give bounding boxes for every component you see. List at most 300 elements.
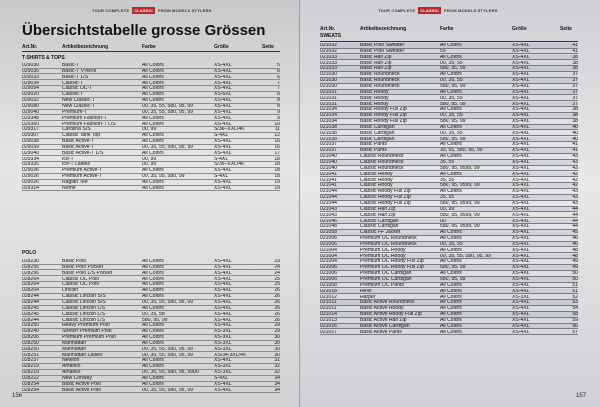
table-row	[22, 168, 280, 174]
cell-artnr: 021006	[320, 271, 337, 277]
cell-size: XS-4XL	[214, 185, 232, 191]
cell-page: 16	[274, 144, 280, 150]
cell-name: Nome	[62, 185, 76, 191]
table-row	[320, 224, 578, 230]
cell-color: 580, 95, 99	[440, 136, 466, 142]
cell-artnr: 029026	[22, 180, 39, 185]
cell-size: XS-4XL	[512, 323, 530, 329]
table-row	[22, 122, 280, 128]
table-row	[22, 98, 280, 104]
cell-artnr: 028219	[22, 364, 39, 370]
cell-size: XS-4XL	[512, 54, 530, 60]
cell-artnr: 028254	[22, 387, 39, 393]
cell-page: 41	[572, 148, 578, 154]
cell-name: Basic Hoody	[360, 89, 389, 95]
cell-artnr: 029020	[22, 92, 39, 98]
cell-name: Basic Active Hoody	[360, 306, 404, 312]
cell-name: Classic Half Zip	[360, 206, 396, 212]
cell-artnr: 021037	[320, 142, 337, 148]
cell-artnr: 021038	[320, 136, 337, 142]
cell-size: XS-4XL	[512, 265, 530, 271]
table-row	[22, 104, 280, 110]
cell-page: 45	[572, 230, 578, 236]
cell-size: XS-3XL	[214, 340, 232, 346]
cell-color: All Colors	[142, 121, 164, 127]
cell-page: 43	[572, 160, 578, 165]
cell-name: Premium OC Roundneck	[360, 241, 417, 247]
cell-color: 00, 99	[142, 162, 157, 168]
cell-artnr: 021038	[320, 124, 337, 130]
cell-page: 37	[572, 78, 578, 84]
cell-name: Classic Lincoln L/S	[62, 317, 106, 323]
cell-color: All Colors	[440, 329, 462, 335]
col-size: Größe	[214, 44, 229, 50]
cell-page: 9	[277, 115, 280, 121]
cell-color: 35, 55, 580, 95, 99	[440, 148, 483, 154]
cell-color: All Colors	[142, 381, 164, 387]
cell-size: XS-4XL	[512, 206, 530, 212]
cell-page: 40	[572, 124, 578, 130]
cell-color: 00, 35, 55	[440, 95, 463, 101]
cell-artnr: 028264	[22, 276, 39, 282]
table-row	[22, 81, 280, 87]
table-row	[22, 382, 280, 388]
cell-page: 37	[572, 101, 578, 107]
cell-size: XS-4XL	[214, 305, 232, 311]
cell-size: XS-4XL	[512, 165, 530, 171]
cell-artnr: 021017	[320, 329, 337, 335]
cell-page: 26	[274, 317, 280, 323]
cell-size: XS-4XL	[512, 130, 530, 136]
cell-page: 7	[277, 80, 280, 86]
table-row	[22, 323, 280, 329]
cell-page: 52	[572, 294, 578, 300]
cell-name: Classic Hoody	[360, 183, 393, 189]
cell-size: XS-4XL	[214, 270, 232, 276]
cell-page: 58	[572, 312, 578, 318]
cell-size: XS-4XL	[214, 387, 232, 393]
cell-artnr: 021041	[320, 183, 337, 189]
cell-page: 50	[572, 277, 578, 282]
table-row	[320, 236, 578, 242]
cell-artnr: 021030	[320, 78, 337, 84]
cell-color: All Colors	[440, 54, 462, 60]
cell-size: XS-4XL	[214, 317, 232, 323]
table-row	[22, 110, 280, 116]
cell-color: All Colors	[142, 68, 164, 74]
cell-name: Classic Roundneck	[360, 154, 404, 160]
cell-size: XS-4XL	[512, 107, 530, 113]
cell-size: XS-4XL	[512, 200, 530, 206]
cell-color: 35, 55	[440, 195, 455, 201]
cell-name: Basic Polo	[62, 259, 87, 264]
cell-artnr: 029334	[22, 156, 39, 162]
cell-artnr: 028244	[22, 299, 39, 305]
cell-artnr: 021040	[320, 154, 337, 160]
cell-name: Classic-T	[62, 80, 84, 86]
cell-name: Basic Active Pants	[360, 329, 402, 335]
polo-table	[22, 259, 280, 393]
cell-name: Classic OC Polo	[62, 282, 100, 288]
cell-size: XS-3XL	[214, 329, 232, 335]
table-row	[320, 49, 578, 55]
cell-page: 54	[572, 306, 578, 312]
cell-name: Classic Cardigan	[360, 218, 399, 224]
cell-size: XS-4XL	[214, 80, 232, 86]
col-name-right: Artikelbezeichnung	[360, 26, 407, 32]
cell-artnr: 021033	[320, 66, 337, 72]
cell-artnr: 028206	[22, 335, 39, 341]
col-size-right: Größe	[512, 26, 527, 32]
cell-size: XS-4XL	[512, 288, 530, 294]
table-row	[320, 142, 578, 148]
table-row	[320, 66, 578, 72]
tshirts-table	[22, 63, 280, 193]
cell-artnr: 028250	[22, 340, 39, 346]
cell-name: Premium OC Cardigan	[360, 277, 412, 282]
cell-page: 16	[274, 139, 280, 145]
cell-artnr: 029317	[22, 127, 39, 133]
cell-color: All Colors	[440, 259, 462, 265]
cell-artnr: 028204	[22, 288, 39, 294]
cell-color: All Colors	[440, 142, 462, 148]
cell-page: 29	[274, 323, 280, 329]
cell-name: Harper	[360, 294, 376, 300]
cell-page: 17	[274, 150, 280, 156]
page-number-right: 157	[575, 393, 586, 399]
cell-artnr: 028222	[22, 376, 39, 381]
cell-artnr: 021030	[320, 83, 337, 89]
table-row	[320, 207, 578, 213]
cell-color: 580, 95, 9599, 99	[440, 183, 480, 189]
cell-color: 00, 35, 55, 580, 95, 99	[142, 109, 193, 115]
cell-page: 51	[572, 288, 578, 294]
page-number: 156	[12, 393, 23, 399]
cell-color: 580, 95, 99	[440, 277, 466, 282]
cell-page: 43	[572, 154, 578, 160]
col-color: Farbe	[142, 44, 156, 50]
cell-page: 18	[274, 156, 280, 162]
cell-color: All Colors	[440, 171, 462, 177]
table-row	[22, 133, 280, 139]
cell-page: 51	[572, 282, 578, 288]
cell-size: XS-4XL	[512, 230, 530, 236]
cell-size: XS-4XL	[214, 63, 232, 68]
table-row	[22, 86, 280, 92]
table-row	[320, 166, 578, 172]
cell-size: XS-3XL	[512, 294, 530, 300]
cell-size: XS-4XL	[214, 168, 232, 174]
cell-color: 00, 35, 55, 580, 95, 99	[142, 352, 193, 358]
cell-name: Newton	[62, 358, 80, 364]
brand-label-right: TOUR COMPLETE	[378, 7, 416, 13]
cell-page: 37	[572, 83, 578, 89]
cell-name: Premium OC Hoody	[360, 247, 406, 253]
cell-size: XS-4XL	[214, 180, 232, 185]
table-row	[22, 69, 280, 75]
cell-artnr: 021034	[320, 107, 337, 113]
cell-name: Basic Hoody	[360, 95, 389, 101]
cell-color: 580, 95, 99	[440, 101, 466, 107]
cell-name: Classic Hoody	[360, 177, 393, 183]
cell-name: Classic Roundneck	[360, 165, 404, 171]
cell-color: All Colors	[142, 259, 164, 264]
table-row	[320, 283, 578, 289]
cell-page: 26	[274, 299, 280, 305]
cell-size: XS-4XL	[512, 160, 530, 165]
section-tshirts: T-SHIRTS & TOPS	[22, 55, 65, 61]
cell-size: XS-4XL	[512, 306, 530, 312]
cell-color: All Colors	[142, 270, 164, 276]
cell-page: 29	[274, 329, 280, 335]
cell-size: S-4XL	[214, 156, 229, 162]
cell-color: 580, 95, 9599, 99	[440, 165, 480, 171]
cell-size: XS-4XL	[512, 259, 530, 265]
table-row	[320, 265, 578, 271]
cell-color: 35, 55	[440, 160, 455, 165]
cell-name: Basic-T	[62, 63, 80, 68]
cell-size: XS-3XL	[214, 364, 232, 370]
cell-color: All Colors	[142, 185, 164, 191]
cell-artnr: 029314	[22, 185, 39, 191]
cell-color: All Colors	[142, 80, 164, 86]
cell-size: XS-4XL	[214, 121, 232, 127]
cell-artnr: 029335	[22, 162, 39, 168]
cell-page: 53	[572, 300, 578, 306]
cell-color: 580, 95, 99	[440, 66, 466, 72]
cell-name: Premium OC Roundneck	[360, 236, 417, 242]
cell-color: All Colors	[142, 139, 164, 145]
cell-size: XS-4XL	[512, 271, 530, 277]
cell-page: 59	[572, 317, 578, 323]
table-row	[320, 277, 578, 283]
table-row	[22, 312, 280, 318]
cell-name: Manhattan	[62, 340, 87, 346]
cell-artnr: 029039	[22, 144, 39, 150]
cell-size: XS-4XL	[512, 43, 530, 48]
cell-artnr: 029350	[22, 121, 39, 127]
table-row	[320, 300, 578, 306]
cell-artnr: 021044	[320, 195, 337, 201]
cell-name: Premium Fashion-T L/S	[62, 121, 116, 127]
cell-size: XS-4XL	[214, 311, 232, 317]
cell-artnr: 021006	[320, 241, 337, 247]
cell-artnr: 021004	[320, 259, 337, 265]
table-row	[320, 259, 578, 265]
cell-color: 00, 35, 55, 580, 95, 99	[142, 103, 193, 109]
cell-page: 37	[572, 89, 578, 95]
cell-color: All Colors	[440, 317, 462, 323]
cell-name: Ice-T Ladies	[62, 162, 90, 168]
cell-artnr: 028237	[22, 358, 39, 364]
cell-artnr: 028219	[22, 370, 39, 376]
cell-artnr: 029348	[22, 115, 39, 121]
brand-header	[92, 6, 212, 14]
cell-size: XS-4XL	[512, 212, 530, 218]
cell-page: 43	[572, 200, 578, 206]
cell-size: XS-3XL	[214, 335, 232, 341]
cell-name: Basic Cardigan	[360, 130, 395, 136]
table-row	[320, 201, 578, 207]
cell-color: 580, 95, 99	[440, 83, 466, 89]
cell-page: 34	[274, 381, 280, 387]
cell-size: XS-4XL	[512, 282, 530, 288]
table-row	[320, 125, 578, 131]
cell-name: Premium Premium Polo	[62, 335, 116, 341]
cell-page: 30	[274, 352, 280, 358]
cell-color: All Colors	[440, 89, 462, 95]
col-color-right: Farbe	[440, 26, 454, 32]
table-row	[22, 145, 280, 151]
table-row	[22, 180, 280, 186]
col-page: Seite	[262, 44, 274, 50]
cell-name: Basic Polo L/S Pocket	[62, 270, 113, 276]
cell-size: XS-4XL	[214, 294, 232, 300]
cell-color: 00, 35, 55, 580, 95, 9900	[142, 370, 199, 376]
cell-size: XS-4XL	[214, 358, 232, 364]
cell-size: XS-4XL	[214, 109, 232, 115]
cell-size: XS-4XL	[512, 241, 530, 247]
cell-size: XS-4XL	[214, 86, 232, 92]
cell-size: XS-4XL	[512, 189, 530, 195]
cell-color: All Colors	[142, 92, 164, 98]
header-rule	[22, 51, 280, 52]
cell-size: XS-4XL	[512, 171, 530, 177]
cell-artnr: 028264	[22, 282, 39, 288]
cell-artnr: 021006	[320, 265, 337, 271]
table-row	[320, 154, 578, 160]
cell-color: All Colors	[142, 329, 164, 335]
cell-name: Premium Active-T	[62, 168, 103, 174]
cell-name: Basic-T L/S	[62, 74, 89, 80]
cell-size: XS-4XL	[214, 288, 232, 294]
table-row	[22, 358, 280, 364]
table-row	[320, 312, 578, 318]
table-row	[22, 306, 280, 312]
cell-size: XS-4XL	[512, 136, 530, 142]
cell-page: 42	[572, 177, 578, 183]
cell-size: XS-4XL	[214, 259, 232, 264]
cell-page: 25	[274, 282, 280, 288]
cell-artnr: 021044	[320, 200, 337, 206]
brand-logo: CLASSIC	[134, 7, 154, 13]
cell-name: Basic Polo Sweater	[360, 48, 405, 54]
table-row	[320, 84, 578, 90]
cell-artnr: 021038	[320, 130, 337, 136]
cell-size: S-4XL	[214, 376, 229, 381]
table-row	[320, 148, 578, 154]
cell-page: 8	[277, 98, 280, 104]
cell-artnr: 021004	[320, 253, 337, 259]
cell-name: New Conway	[62, 376, 93, 381]
cell-artnr: 021016	[320, 323, 337, 329]
cell-page: 19	[274, 185, 280, 191]
cell-size: XS-4XL	[512, 236, 530, 242]
cell-artnr: 021033	[320, 54, 337, 60]
cell-name: Premium OC Hoody Full Zip	[360, 265, 424, 271]
cell-color: 00, 99	[142, 127, 157, 133]
table-row	[22, 347, 280, 353]
cell-size: XS-4XL	[214, 68, 232, 74]
table-row	[320, 61, 578, 67]
table-row	[320, 295, 578, 301]
cell-artnr: 021018	[320, 288, 337, 294]
cell-artnr: 021032	[320, 48, 337, 54]
cell-page: 48	[572, 253, 578, 259]
cell-color: 00, 35, 55, 580, 99	[142, 174, 185, 180]
cell-color: All Colors	[142, 133, 164, 139]
cell-name: Classic Cardigan	[360, 224, 399, 230]
right-page	[300, 0, 600, 407]
table-row	[320, 183, 578, 189]
cell-color: All Colors	[440, 312, 462, 318]
cell-size: XS-4XL	[512, 277, 530, 282]
cell-color: 580, 95, 9599, 99	[440, 200, 480, 206]
cell-size: XS-4XL	[512, 247, 530, 253]
cell-color: All Colors	[142, 63, 164, 68]
cell-color: All Colors	[142, 358, 164, 364]
table-row	[22, 300, 280, 306]
cell-size: XS-4XL	[512, 124, 530, 130]
cell-page: 24	[274, 264, 280, 270]
cell-artnr: 021004	[320, 247, 337, 253]
cell-size: XS-4XL	[512, 119, 530, 125]
table-row	[22, 151, 280, 157]
cell-size: XS-4XL	[214, 103, 232, 109]
cell-color: All Colors	[142, 74, 164, 80]
table-row	[22, 388, 280, 394]
cell-size: XS-4XL	[512, 218, 530, 224]
cell-color: All Colors	[142, 323, 164, 329]
cell-color: All Colors	[142, 180, 164, 185]
cell-color: 00, 35, 55	[440, 241, 463, 247]
cell-size: S/36–XXL/46	[214, 162, 245, 168]
section-polo: POLO	[22, 250, 37, 256]
cell-size: XS-4XL	[512, 95, 530, 101]
cell-color: 00, 35, 55	[440, 130, 463, 136]
table-row	[320, 271, 578, 277]
cell-name: Basic-T V-neck	[62, 68, 97, 74]
table-row	[22, 341, 280, 347]
cell-size: XS-4XL	[214, 381, 232, 387]
table-row	[22, 294, 280, 300]
table-row	[22, 370, 280, 376]
table-row	[22, 75, 280, 81]
cell-name: Basic Hoody Full Zip	[360, 113, 407, 119]
cell-color: All Colors	[440, 247, 462, 253]
cell-artnr: 028250	[22, 346, 39, 352]
cell-page: 25	[274, 276, 280, 282]
cell-page: 38	[572, 119, 578, 125]
cell-name: Raglan Tee	[62, 180, 88, 185]
cell-size: S-4XL	[214, 174, 229, 180]
cell-page: 43	[572, 195, 578, 201]
cell-page: 11	[274, 127, 280, 133]
cell-size: XS-4XL	[512, 78, 530, 84]
table-row	[320, 72, 578, 78]
table-row	[320, 107, 578, 113]
cell-page: 49	[572, 265, 578, 271]
header-rule-right	[320, 41, 578, 42]
cell-size: XS-4XL	[512, 83, 530, 89]
table-row	[22, 353, 280, 359]
cell-name: Manhattan	[62, 346, 87, 352]
cell-page: 38	[572, 66, 578, 72]
cell-size: XS-4XL	[214, 98, 232, 104]
cell-page: 6	[277, 74, 280, 80]
cell-size: XS-4XL	[512, 113, 530, 119]
cell-color: All Colors	[440, 189, 462, 195]
